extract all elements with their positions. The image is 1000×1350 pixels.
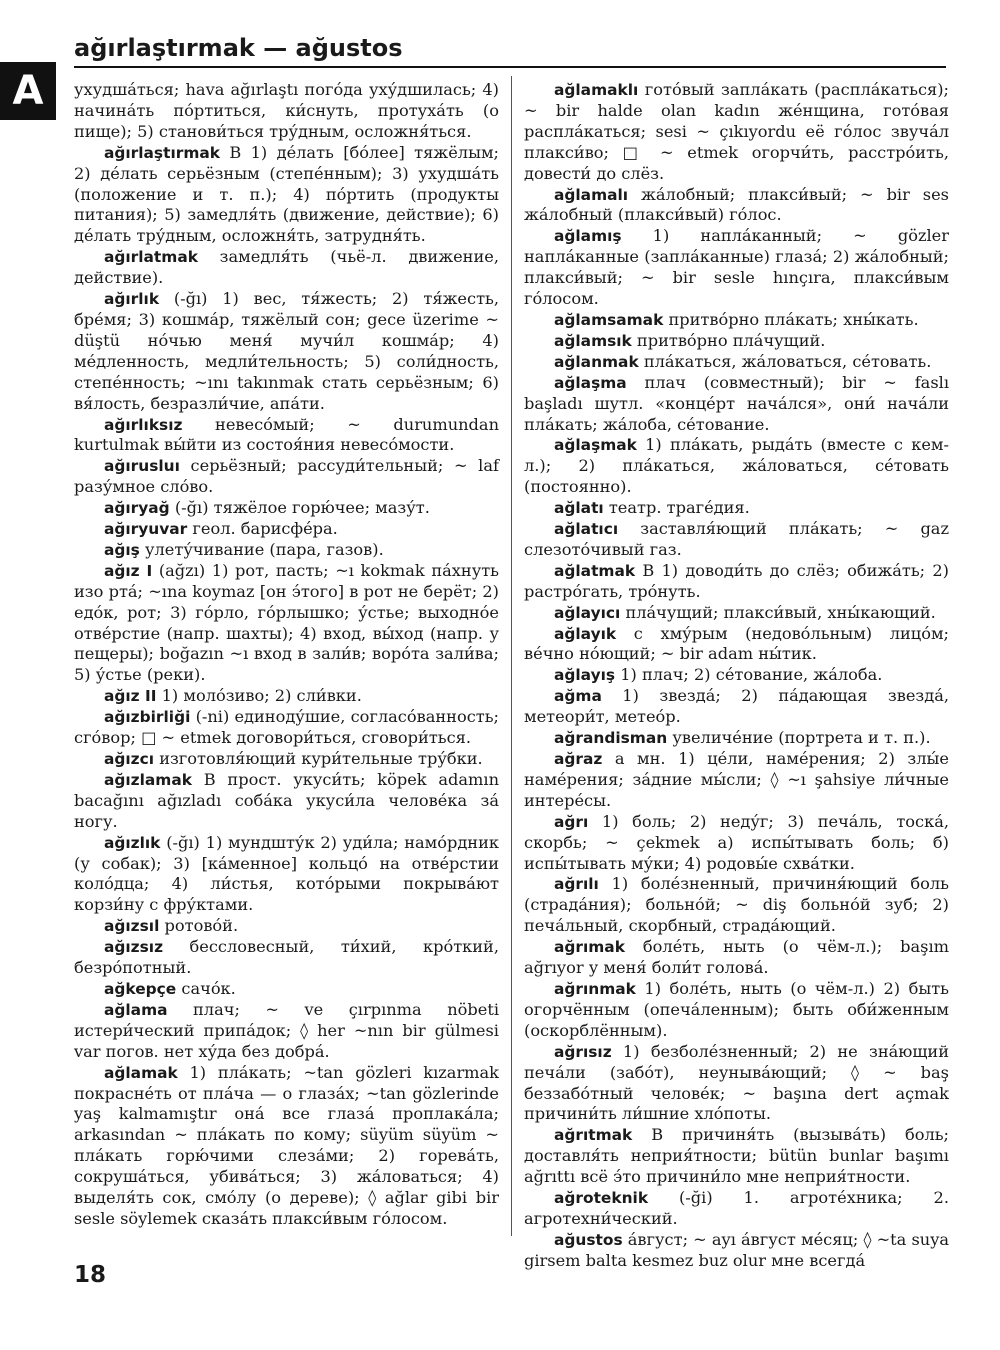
headword: ağırlıksız [104, 415, 183, 434]
dictionary-entry: ağız I (ağzı) 1) рот, пасть; ~ı kokmak па́хнуть изо рта́; ~ına koymaz [он э́того] в рот не берёт; 2) едо́к, рот; 3) го́рло, го́рлышко; у́стье; выходно́е отве́рстие (напр. шахты); 4) вход, вы́ход (напр. у пещеры); boğazın ~ı вход в зали́в; воро́та зали́ва; 5) у́стье (реки). [74, 560, 499, 685]
headword: ağrandisman [554, 729, 668, 748]
dictionary-entry: ağıryuvar геол. барисфе́ра. [104, 519, 338, 539]
headword: ağlatıcı [554, 520, 619, 539]
dictionary-entry: ağlamış 1) напла́канный; ~ gözler напла́канные (запла́канные) глаза́; 2) жа́лобный; плакси́вый; ~ bir sesle hınçıra, плакси́вым го́лосом. [524, 226, 949, 309]
headword: ağızlamak [104, 770, 192, 789]
headword: ağlamak [104, 1063, 178, 1082]
dictionary-entry: ağlamaklı гото́вый запла́кать (распла́каться); ~ bir halde olan kadın же́нщина, гото́вая распла́каться; sesi ~ çıkıyordu её го́лос звуча́л плакси́во; □ ~ etmek огорчи́ть, расстро́ить, довести́ до слёз. [524, 80, 949, 183]
dictionary-entry: ağlamsık притво́рно пла́чущий. [554, 330, 826, 350]
dictionary-entry: ağırusluı серьёзный; рассуди́тельный; ~ laf разу́мное сло́во. [74, 456, 499, 497]
dictionary-entry: ağrıtmak B причиня́ть (вызыва́ть) боль; доставля́ть неприя́тности; bütün bunlar başımı ağrıttı всё э́то причини́ло мне неприя́тности. [524, 1125, 949, 1187]
headword: ağrı [554, 812, 589, 831]
headword: ağlama [104, 1000, 168, 1019]
headword: ağlamalı [554, 185, 629, 204]
dictionary-entry: ağıryağ (-ğı) тяжёлое горю́чее; мазу́т. [104, 498, 430, 518]
dictionary-entry: ağlayış 1) плач; 2) се́тование, жа́лоба. [554, 665, 883, 685]
headword: ağızsız [104, 938, 164, 957]
header-rule [74, 66, 946, 68]
headword: ağlamsık [554, 331, 632, 350]
page-number: 18 [74, 1262, 107, 1288]
dictionary-entry: ağlamsamak притво́рно пла́кать; хны́кать. [554, 309, 919, 329]
dictionary-entry: ağrı 1) боль; 2) неду́г; 3) печа́ль, тоска́, скорбь; ~ çekmek а) испы́тывать боль; б) испы́тывать му́ки; 4) родовы́е схва́тки. [524, 811, 949, 873]
dictionary-entry: ağustos а́вгуст; ~ ayı а́вгуст ме́сяц; ◊ ~ta suya girsem balta kesmez buz olur мне всегда́ [524, 1229, 949, 1270]
headword: ağlanmak [554, 352, 639, 371]
column-divider [511, 76, 512, 1236]
headword: ağma [554, 687, 602, 706]
headword: ağlatı [554, 499, 604, 518]
headword: ağlayık [554, 624, 617, 643]
running-head: ağırlaştırmak — ağustos [74, 34, 403, 62]
headword: ağrısız [554, 1042, 612, 1061]
section-letter-tab: A [0, 62, 56, 120]
headword: ağlamış [554, 227, 622, 246]
dictionary-entry: ağırlık (-ğı) 1) вес, тя́жесть; 2) тя́жесть, бре́мя; 3) кошма́р, тяжёлый сон; gece üzerime ~ düştü но́чью меня́ мучи́л кошма́р; 4) ме́дленность, медли́тельность; 5) соли́дность, степе́нность; ~ını takınmak стать серьёзным; 6) вя́лость, безразли́чие, апа́ти. [74, 289, 499, 413]
headword: ağlatmak [554, 561, 636, 580]
dictionary-entry: ağlamak 1) пла́кать; ~tan gözleri kızarmak покрасне́ть от пла́ча — о глаза́х; ~tan gözlerinde yaş kalmamıştır она́ все глаза́ проплака́ла; arkasından ~ пла́кать по кому; süyüm süyüm ~ пла́кать горю́чими слеза́ми; 2) горева́ть, сокруша́ться, убива́ться; 3) жа́ловаться; 4) выделя́ть сок, смо́лу (о дереве); ◊ ağlar gibi bir sesle söylemek сказа́ть плакси́вым го́лосом. [74, 1062, 499, 1228]
dictionary-entry: ağızsız бессловесный, ти́хий, кро́ткий, безро́потный. [74, 937, 499, 978]
dictionary-entry: ağrılı 1) боле́зненный, причиня́ющий боль (страда́ния); больно́й; ~ diş больно́й зуб; 2) печа́льный, скорбный, страда́ющий. [524, 874, 949, 936]
dictionary-entry: ağlamalı жа́лобный; плакси́вый; ~ bir ses жа́лобный (плакси́вый) го́лос. [524, 184, 949, 225]
dictionary-entry: ağlaşma плач (совместный); bir ~ faslı başladı шутл. «конце́рт нача́лся», они́ нача́ли пла́кать; жа́лоба, се́тование. [524, 372, 949, 434]
headword: ağırlık [104, 290, 160, 309]
headword: ağız I [104, 561, 153, 580]
dictionary-entry: ağlayık с хму́рым (недово́льным) лицо́м; ве́чно но́ющий; ~ bir adam ны́тик. [524, 623, 949, 664]
dictionary-entry: ağırlıksız невесо́мый; ~ durumundan kurtulmak вы́йти из состоя́ния невесо́мости. [74, 414, 499, 455]
headword: ağlayıcı [554, 603, 621, 622]
headword: ağroteknik [554, 1189, 649, 1208]
headword: ağlaşma [554, 373, 627, 392]
headword: ağırusluı [104, 457, 180, 476]
dictionary-entry: ağkepçe сачо́к. [104, 978, 236, 998]
dictionary-entry: ağızcı изготовля́ющий кури́тельные тру́бки. [104, 749, 483, 768]
dictionary-entry: ağırlaştırmak B 1) де́лать [бо́лее] тяжёлым; 2) де́лать серьёзным (степе́нным); 3) ухудша́ть (положение и т. п.); 4) по́ртить (продукты питания); 5) замедля́ть (движение, действие); 6) де́лать тру́дным, осложня́ть, затрудня́ть. [74, 142, 499, 246]
dictionary-entry: ağız II 1) моло́зиво; 2) сли́вки. [104, 686, 362, 706]
dictionary-entry: ağrısız 1) безболе́зненный; 2) не зна́ющий печа́ли (забо́т), неуныва́ющий; ◊ ~ baş беззабо́тный челове́к; ~ başına dert açmak причини́ть ли́шние хло́поты. [524, 1041, 949, 1124]
headword: ağustos [554, 1230, 623, 1249]
dictionary-entry: ağızbirliği (-ni) единоду́шие, согласо́ванность; сго́вор; □ ~ etmek договори́ться, сговори́ться. [74, 707, 499, 748]
headword: ağırlatmak [104, 248, 198, 267]
headword: ağızbirliği [104, 708, 191, 727]
headword: ağlamaklı [554, 81, 639, 99]
dictionary-entry: ağroteknik (-ği) 1. агроте́хника; 2. агротехни́ческий. [524, 1188, 949, 1228]
dictionary-entry: ağızlık (-ğı) 1) мундшту́к 2) уди́ла; намо́рдник (у собак); 3) [ка́менное] кольцо́ на отве́рстии коло́дца; 4) ли́стья, кото́рыми покрыва́ют корзи́ну с фру́ктами. [74, 832, 499, 915]
dictionary-entry: ağlayıcı пла́чущий; плакси́вый, хны́кающий. [554, 602, 936, 622]
dictionary-entry: ağrınmak 1) боле́ть, ныть (о чём-л.) 2) быть огорчённым (опеча́ленным); быть оби́женным (оскорблённым). [524, 978, 949, 1040]
headword: ağızcı [104, 750, 155, 768]
dictionary-entry: ağlama плач; ~ ve çırpınma nöbeti истери́ческий припа́док; ◊ her ~nın bir gülmesi var погов. нет ху́да без добра́. [74, 999, 499, 1061]
dictionary-entry: ağlatı театр. траге́дия. [554, 498, 750, 518]
headword: ağış [104, 540, 140, 559]
headword: ağlaşmak [554, 436, 637, 455]
right-column [524, 80, 949, 1272]
dictionary-entry: ağlaşmak 1) пла́кать, рыда́ть (вместе с кем-л.); 2) пла́каться, жа́ловаться, се́товать (постоянно). [524, 435, 949, 497]
dictionary-entry: ağlanmak пла́каться, жа́ловаться, се́товать. [554, 351, 932, 371]
dictionary-entry: ухудша́ться; hava ağırlaştı пого́да уху́дшилась; 4) начина́ть по́ртиться, ки́снуть, протуха́ть (о пище); 5) станови́ться тру́дным, осложня́ться. [74, 80, 499, 141]
left-column [74, 80, 499, 1230]
headword: ağız II [104, 687, 157, 706]
headword: ağıryuvar [104, 520, 188, 539]
headword: ağrımak [554, 938, 625, 957]
headword: ağlamsamak [554, 310, 664, 329]
headword: ağlayış [554, 666, 616, 685]
dictionary-entry: ağraz а мн. 1) це́ли, наме́рения; 2) злы́е наме́рения; за́дние мы́сли; ◊ ~ı şahsiye ли́чные интере́сы. [524, 749, 949, 810]
headword: ağızlık [104, 833, 161, 852]
headword: ağırlaştırmak [104, 143, 220, 162]
headword: ağrınmak [554, 979, 636, 998]
dictionary-entry: ağrımak боле́ть, ныть (о чём-л.); başım ağrıyor у меня́ боли́т голова́. [524, 937, 949, 978]
dictionary-entry: ağızsıl ротово́й. [104, 916, 239, 936]
dictionary-entry: ağlatıcı заставля́ющий пла́кать; ~ gaz слезото́чивый газ. [524, 519, 949, 559]
headword: ağraz [554, 750, 603, 768]
dictionary-entry: ağış улету́чивание (пара, газов). [104, 539, 384, 559]
headword: ağkepçe [104, 979, 177, 998]
dictionary-entry: ağızlamak B прост. укуси́ть; köpek adamın bacağını ağızladı соба́ка укуси́ла челове́ка за́ ногу. [74, 769, 499, 831]
dictionary-entry: ağma 1) звезда́; 2) па́дающая звезда́, метеори́т, метео́р. [524, 686, 949, 727]
headword: ağıryağ [104, 499, 170, 518]
headword: ağrılı [554, 875, 599, 894]
dictionary-entry: ağrandisman увеличе́ние (портрета и т. п.). [554, 728, 931, 748]
headword: ağrıtmak [554, 1126, 633, 1145]
dictionary-entry: ağırlatmak замедля́ть (чьё-л. движение, действие). [74, 247, 499, 288]
headword: ağızsıl [104, 917, 160, 936]
dictionary-entry: ağlatmak B 1) доводи́ть до слёз; обижа́ть; 2) растро́гать, тро́нуть. [524, 560, 949, 601]
